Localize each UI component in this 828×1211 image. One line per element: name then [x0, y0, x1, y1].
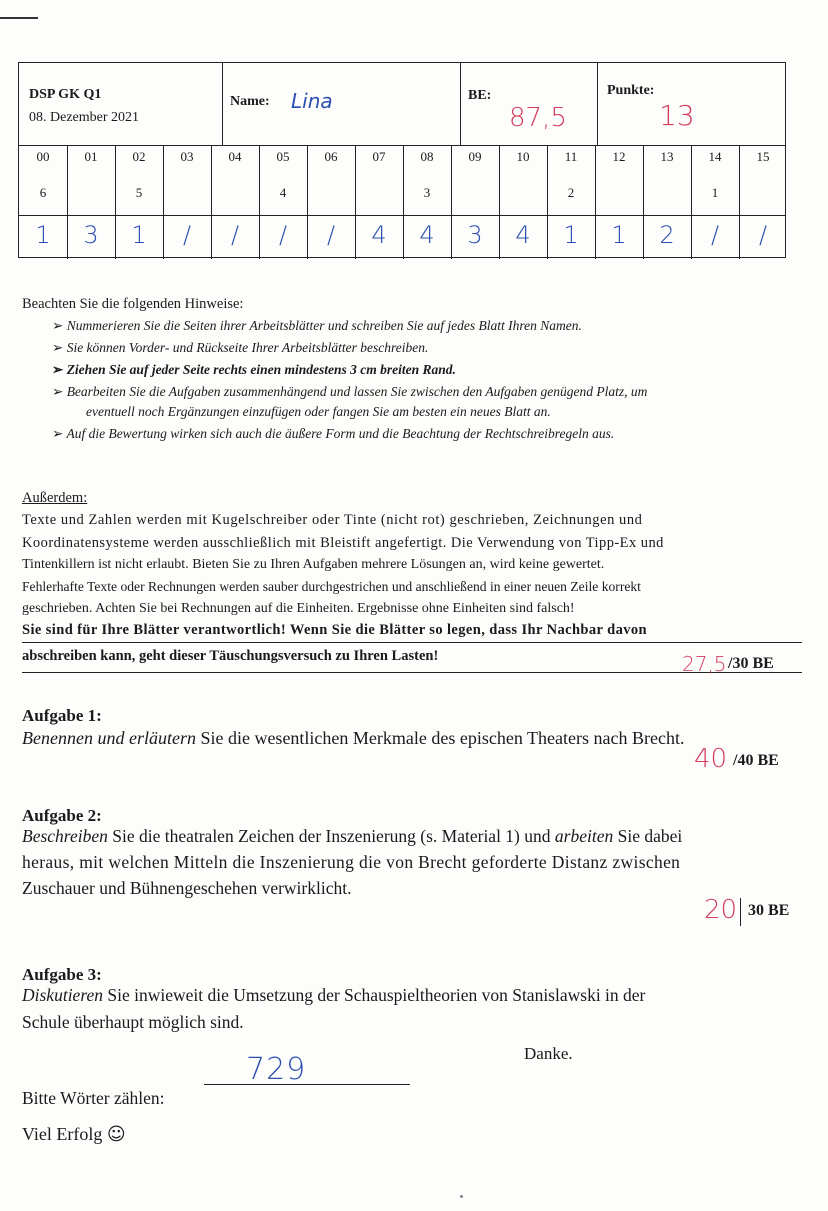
task-title: Aufgabe 3:: [22, 965, 102, 984]
grade-label: 02: [132, 149, 146, 164]
grade-tally: 1: [611, 221, 627, 249]
exam-date: 08. Dezember 2021: [29, 110, 140, 125]
ausserdem-line: abschreiben kann, geht dieser Täuschungsversuch zu Ihren Lasten!: [22, 648, 439, 664]
hint-item: ➢ Auf die Bewertung wirken sich auch die äußere Form und die Beachtung der Rechtschreibregeln aus.: [52, 426, 615, 441]
grade-cell-divider: [307, 145, 308, 259]
score-slash: [740, 898, 741, 926]
grade-label: 07: [372, 149, 386, 164]
grade-label: 06: [324, 149, 338, 164]
grade-tally: /: [278, 221, 288, 249]
grade-tally: 4: [419, 221, 435, 249]
hint-item: ➢ Bearbeiten Sie die Aufgaben zusammenhängend und lassen Sie zwischen den Aufgaben genügend Platz, um: [52, 384, 648, 399]
dot: [460, 1195, 463, 1198]
grade-cell-divider: [595, 145, 596, 259]
grade-cell-divider: [163, 145, 164, 259]
points-label: Punkte:: [607, 83, 655, 98]
ausserdem-line: Koordinatensysteme werden ausschließlich mit Bleistift angefertigt. Die Verwendung von Tipp-Ex und: [22, 535, 664, 551]
task-line: Zuschauer und Bühnengeschehen verwirklicht.: [22, 878, 352, 898]
divider: [597, 63, 598, 145]
be-value: 87,5: [509, 103, 567, 133]
word-count-label: Bitte Wörter zählen:: [22, 1088, 165, 1108]
tally-row-divider: [19, 215, 785, 216]
grade-cell-divider: [115, 145, 116, 259]
grade-cell-divider: [211, 145, 212, 259]
divider: [460, 63, 461, 145]
grade-threshold: 6: [39, 185, 47, 200]
grade-cell-divider: [547, 145, 548, 259]
grade-label: 15: [756, 149, 770, 164]
ausserdem-line: Fehlerhafte Texte oder Rechnungen werden sauber durchgestrichen und anschließend in einer neuen Zeile korrekt: [22, 579, 641, 594]
hints-heading: Beachten Sie die folgenden Hinweise:: [22, 296, 244, 312]
grade-tally: 1: [563, 221, 579, 249]
divider: [22, 642, 802, 643]
name-label: Name:: [230, 94, 270, 109]
ausserdem-line: geschrieben. Achten Sie bei Rechnungen auf die Einheiten. Ergebnisse ohne Einheiten sind falsch!: [22, 601, 575, 616]
task-score: 27,5: [682, 652, 727, 676]
grade-tally: 3: [83, 221, 99, 249]
grade-label: 10: [516, 149, 530, 164]
task-line: Benennen und erläutern Sie die wesentlichen Merkmale des epischen Theaters nach Brecht.: [22, 728, 685, 748]
be-label: BE:: [468, 88, 492, 103]
grade-cell-divider: [643, 145, 644, 259]
grade-label: 05: [276, 149, 290, 164]
grade-tally: /: [326, 221, 336, 249]
grade-cell-divider: [259, 145, 260, 259]
grade-label: 09: [468, 149, 482, 164]
hint-item: ➢ Sie können Vorder- und Rückseite Ihrer Arbeitsblätter beschreiben.: [52, 340, 429, 355]
points-value: 13: [659, 99, 695, 132]
task-score: 20: [704, 895, 738, 925]
ausserdem-line: Tintenkillern ist nicht erlaubt. Bieten Sie zu Ihren Aufgaben mehrere Lösungen an, wird keine gewertet.: [22, 557, 605, 572]
grade-tally: 1: [131, 221, 147, 249]
grade-label: 08: [420, 149, 434, 164]
hint-item: ➢ Nummerieren Sie die Seiten ihrer Arbeitsblätter und schreiben Sie auf jedes Blatt Ihren Namen.: [52, 318, 582, 333]
task-line: heraus, mit welchen Mitteln die Inszenierung die von Brecht geforderte Distanz zwischen: [22, 852, 681, 872]
grade-tally: /: [182, 221, 192, 249]
task-score: 40: [694, 744, 728, 774]
word-count-line: [204, 1084, 410, 1085]
grade-label: 04: [228, 149, 242, 164]
header-table: [18, 62, 786, 258]
grade-cell-divider: [739, 145, 740, 259]
task-line: Diskutieren Sie inwieweit die Umsetzung der Schauspieltheorien von Stanislawski in der: [22, 985, 646, 1005]
grade-tally: 4: [515, 221, 531, 249]
hint-item-continuation: eventuell noch Ergänzungen einzufügen oder fangen Sie am besten ein neues Blatt an.: [86, 404, 551, 419]
grade-threshold: 1: [711, 185, 719, 200]
course-title: DSP GK Q1: [29, 87, 102, 102]
danke-text: Danke.: [524, 1044, 573, 1063]
grade-label: 03: [180, 149, 194, 164]
grade-tally: /: [710, 221, 720, 249]
grade-tally: /: [230, 221, 240, 249]
grade-cell-divider: [499, 145, 500, 259]
task-line: Beschreiben Sie die theatralen Zeichen der Inszenierung (s. Material 1) und arbeiten Sie dabei: [22, 826, 683, 846]
task-line: Schule überhaupt möglich sind.: [22, 1012, 244, 1032]
grade-cell-divider: [691, 145, 692, 259]
divider: [222, 63, 223, 145]
grade-cell-divider: [355, 145, 356, 259]
smiley-icon: ☺: [106, 1124, 126, 1145]
grade-label: 13: [660, 149, 674, 164]
ausserdem-line: Texte und Zahlen werden mit Kugelschreiber oder Tinte (nicht rot) geschrieben, Zeichnungen und: [22, 512, 643, 528]
task-max-points: 30 BE: [748, 902, 790, 919]
grade-label: 01: [84, 149, 98, 164]
grade-label: 14: [708, 149, 722, 164]
grade-label: 00: [36, 149, 50, 164]
grade-threshold: 2: [567, 185, 575, 200]
grade-threshold: 4: [279, 185, 287, 200]
hint-item: ➢ Ziehen Sie auf jeder Seite rechts einen mindestens 3 cm breiten Rand.: [52, 362, 456, 377]
task-title: Aufgabe 2:: [22, 806, 102, 825]
grade-tally: 3: [467, 221, 483, 249]
grade-label: 11: [564, 149, 578, 164]
grade-tally: 2: [659, 221, 675, 249]
grade-tally: /: [758, 221, 768, 249]
grade-tally: 1: [35, 221, 51, 249]
task-max-points: /30 BE: [728, 655, 774, 672]
grade-cell-divider: [403, 145, 404, 259]
task-title: Aufgabe 1:: [22, 706, 102, 725]
farewell: Viel Erfolg ☺: [22, 1124, 126, 1145]
grade-label: 12: [612, 149, 626, 164]
grade-tally: 4: [371, 221, 387, 249]
grade-cell-divider: [67, 145, 68, 259]
name-value: Lina: [291, 89, 333, 113]
task-max-points: /40 BE: [733, 752, 779, 769]
ausserdem-heading: Außerdem:: [22, 490, 88, 506]
grade-threshold: 5: [135, 185, 143, 200]
ausserdem-line: Sie sind für Ihre Blätter verantwortlich! Wenn Sie die Blätter so legen, dass Ihr Nachbar davon: [22, 622, 648, 638]
word-count-value: 729: [246, 1052, 307, 1087]
grade-cell-divider: [451, 145, 452, 259]
corner-mark: [0, 17, 38, 19]
grade-threshold: 3: [423, 185, 431, 200]
